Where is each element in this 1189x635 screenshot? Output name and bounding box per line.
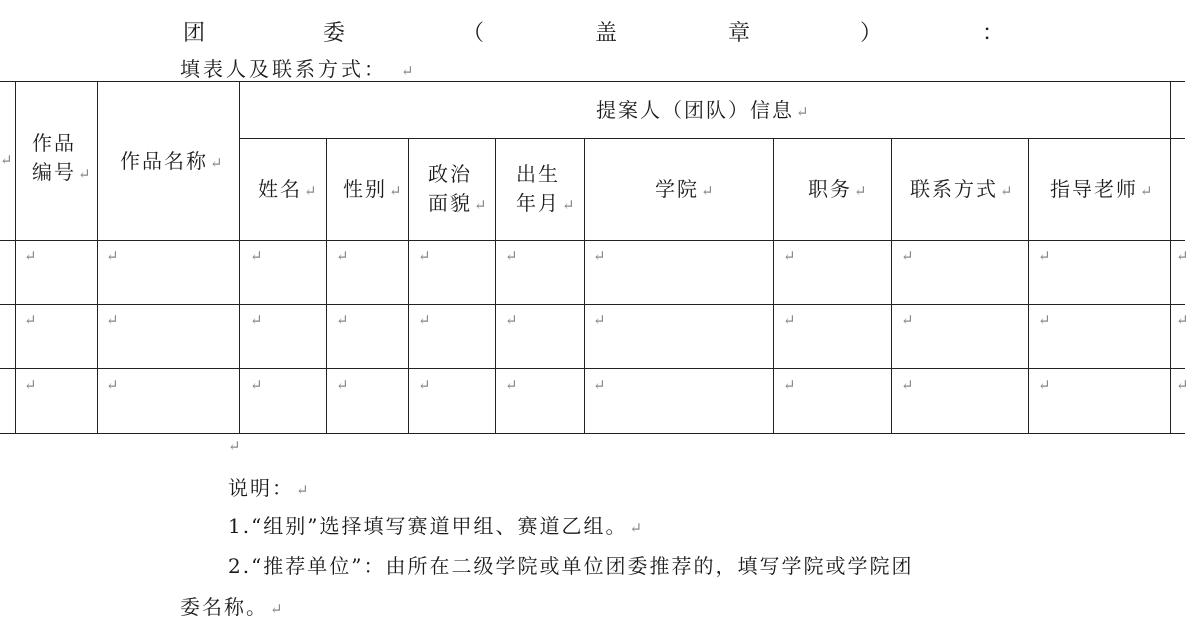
- return-mark-icon: ↵: [505, 311, 518, 329]
- return-mark-icon: ↵: [336, 247, 349, 265]
- return-mark-icon: ↵: [296, 481, 311, 499]
- return-mark-icon: ↵: [1038, 311, 1051, 329]
- return-mark-icon: ↵: [24, 311, 37, 329]
- return-mark-icon: ↵: [783, 247, 796, 265]
- col-line: [1028, 138, 1029, 434]
- notes-title: 说明： ↵: [228, 476, 311, 500]
- return-mark-icon: ↵: [418, 376, 431, 394]
- header-contact: 联系方式 ↵: [910, 177, 1015, 201]
- header-close-paren: ）: [860, 21, 883, 46]
- col-line: [495, 138, 496, 434]
- group-header-divider: [240, 138, 1185, 139]
- table-border-bottom: [0, 433, 1185, 434]
- return-mark-icon: ↵: [418, 247, 431, 265]
- return-mark-icon: ↵: [250, 311, 263, 329]
- return-mark-icon: ↵: [783, 311, 796, 329]
- col-line: [891, 138, 892, 434]
- note-item-2-line2: 委名称。 ↵: [180, 595, 285, 619]
- return-mark-icon: ↵: [401, 62, 417, 80]
- header-char-gai: 盖: [595, 21, 618, 46]
- return-mark-icon: ↵: [593, 376, 606, 394]
- header-colon: ：: [982, 21, 1005, 46]
- return-mark-icon: ↵: [24, 376, 37, 394]
- col-line: [239, 81, 240, 434]
- return-mark-icon: ↵: [389, 182, 404, 200]
- return-mark-icon: ↵: [629, 519, 645, 537]
- contact-line: [180, 53, 417, 82]
- return-mark-icon: ↵: [901, 311, 914, 329]
- header-college: 学院 ↵: [655, 177, 716, 201]
- return-mark-icon: ↵: [1176, 311, 1189, 329]
- return-mark-icon: ↵: [250, 376, 263, 394]
- header-bottom-line: [0, 240, 1185, 241]
- return-mark-icon: ↵: [336, 376, 349, 394]
- return-mark-icon: ↵: [854, 182, 869, 200]
- col-line: [97, 81, 98, 434]
- return-mark-icon: ↵: [505, 376, 518, 394]
- return-mark-icon: ↵: [505, 247, 518, 265]
- return-mark-icon: ↵: [701, 182, 716, 200]
- header-open-paren: （: [462, 21, 485, 46]
- note-item-2-line1: 2.“推荐单位”：由所在二级学院或单位团委推荐的，填写学院或学院团: [228, 554, 914, 578]
- return-mark-icon: ↵: [304, 182, 319, 200]
- return-mark-icon: ↵: [210, 154, 225, 172]
- return-mark-icon: ↵: [106, 247, 119, 265]
- return-mark-icon: ↵: [1140, 182, 1155, 200]
- return-mark-icon: ↵: [796, 103, 811, 121]
- header-birth: 出生 年月 ↵: [516, 162, 577, 215]
- return-mark-icon: ↵: [336, 311, 349, 329]
- header-name: 姓名 ↵: [258, 177, 319, 201]
- row-line-1: [0, 304, 1185, 305]
- return-mark-icon: ↵: [1038, 247, 1051, 265]
- return-mark-icon: ↵: [1038, 376, 1051, 394]
- header-char-wei: 委: [323, 21, 346, 46]
- return-mark-icon: ↵: [593, 247, 606, 265]
- return-mark-icon: ↵: [106, 311, 119, 329]
- return-mark-icon: ↵: [901, 247, 914, 265]
- return-mark-icon: ↵: [474, 196, 489, 214]
- col-line: [1170, 81, 1171, 434]
- header-position: 职务 ↵: [808, 177, 869, 201]
- return-mark-icon: ↵: [1176, 376, 1189, 394]
- return-mark-icon: ↵: [593, 311, 606, 329]
- contact-label: 填表人及联系方式：: [180, 57, 387, 81]
- proposal-table: [0, 81, 1189, 434]
- col-line: [15, 81, 16, 434]
- note-item-1: 1.“组别”选择填写赛道甲组、赛道乙组。 ↵: [228, 514, 645, 538]
- col-line: [408, 138, 409, 434]
- return-mark-icon: ↵: [0, 151, 13, 169]
- return-mark-icon: ↵: [562, 196, 577, 214]
- header-advisor: 指导老师 ↵: [1050, 177, 1155, 201]
- group-header: 提案人（团队）信息 ↵: [596, 98, 811, 122]
- col-line: [773, 138, 774, 434]
- header-char-tuan: 团: [183, 21, 206, 46]
- table-border-top: [0, 81, 1185, 82]
- return-mark-icon: ↵: [78, 165, 93, 183]
- return-mark-icon: ↵: [901, 376, 914, 394]
- return-mark-icon: ↵: [270, 600, 285, 618]
- return-mark-icon: ↵: [250, 247, 263, 265]
- header-work-name: 作品名称 ↵: [120, 149, 225, 173]
- return-mark-icon: ↵: [783, 376, 796, 394]
- col-line: [326, 138, 327, 434]
- row-line-2: [0, 368, 1185, 369]
- return-mark-icon: ↵: [418, 311, 431, 329]
- return-mark-icon: ↵: [1000, 182, 1015, 200]
- header-political-status: 政治 面貌 ↵: [428, 162, 489, 215]
- return-mark-icon: ↵: [1176, 247, 1189, 265]
- col-line: [584, 138, 585, 434]
- return-mark-icon: ↵: [24, 247, 37, 265]
- return-mark-icon: ↵: [228, 437, 241, 455]
- header-work-no: 作品 编号 ↵: [32, 131, 93, 184]
- header-gender: 性别 ↵: [343, 177, 404, 201]
- return-mark-icon: ↵: [106, 376, 119, 394]
- header-char-zhang: 章: [728, 21, 751, 46]
